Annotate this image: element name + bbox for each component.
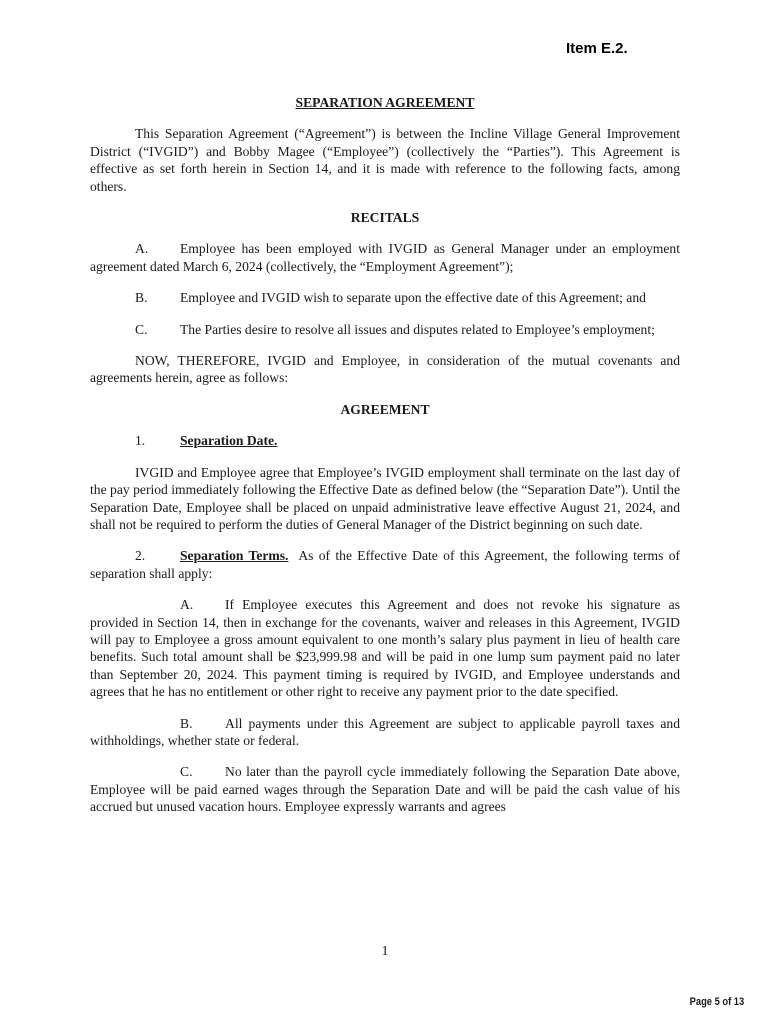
section-title: Separation Date. (180, 433, 278, 449)
section-number: 1. (135, 433, 146, 449)
recital-text: The Parties desire to resolve all issues and disputes related to Employee’s employment; (180, 321, 655, 337)
page-of-footer: Page 5 of 13 (689, 996, 744, 1008)
item-text: No later than the payroll cycle immediately following the Separation Date above, Employee will be paid earned wages through the Separation Date and will be paid the cash value of his accrued but unused vacation hours. Employee expressly warrants and agrees (90, 764, 680, 815)
intro-paragraph: This Separation Agreement (“Agreement”) is between the Incline Village General Improvement District (“IVGID”) and Bobby Magee (“Employee”) (collectively the “Parties”). This Agreement is effective as set forth herein in Section 14, and it is made with reference to the following facts, among others. (90, 126, 680, 194)
section-1-heading (90, 432, 680, 449)
section-2-item-a (90, 596, 680, 700)
section-1-text: IVGID and Employee agree that Employee’s IVGID employment shall terminate on the last day of the pay period immediately following the Effective Date as defined below (the “Separation Date”). Until the Separation Date, Employee shall be placed on unpaid administrative leave effective August 21, 2024, and shall not be required to perform the duties of General Manager of the District beginning on such date. (90, 464, 680, 532)
section-number: 2. (135, 548, 146, 564)
section-2-heading (90, 547, 680, 582)
recital-c (90, 321, 680, 338)
item-text: All payments under this Agreement are subject to applicable payroll taxes and withholdings, whether state or federal. (90, 715, 680, 748)
recital-label: C. (135, 321, 148, 337)
section-2-item-b (90, 715, 680, 750)
item-label-letter: B. (180, 715, 193, 731)
document-body (90, 94, 680, 816)
page-number: 1 (381, 944, 389, 959)
section-2-item-c (90, 763, 680, 815)
recital-b (90, 289, 680, 306)
item-label-letter: C. (180, 764, 193, 780)
item-label: Item E.2. (566, 40, 628, 57)
recital-text: Employee and IVGID wish to separate upon the effective date of this Agreement; and (180, 290, 646, 306)
recital-a (90, 240, 680, 275)
recital-label: A. (135, 241, 149, 257)
recitals-heading: RECITALS (350, 210, 420, 226)
item-text: If Employee executes this Agreement and does not revoke his signature as provided in Section 14, then in exchange for the covenants, waiver and releases in this Agreement, IVGID will pay to Employee a gross amount equivalent to one month’s salary plus payment in lieu of health care benefits. Such total amount shall be $23,999.98 and will be paid in one lump sum payment paid no later than September 20, 2024. This payment timing is required by IVGID, and Employee understands and agrees that he has no entitlement or other right to receive any payment prior to the date specified. (90, 597, 680, 700)
recital-text: Employee has been employed with IVGID as General Manager under an employment agreement dated March 6, 2024 (collectively, the “Employment Agreement”); (90, 241, 680, 274)
section-title: Separation Terms. (180, 548, 289, 564)
section-lead: As of the Effective Date of this Agreement, the following terms of separation shall apply: (90, 548, 681, 581)
agreement-heading: AGREEMENT (340, 401, 430, 417)
item-label-letter: A. (180, 597, 194, 613)
now-therefore-paragraph: NOW, THEREFORE, IVGID and Employee, in consideration of the mutual covenants and agreements herein, agree as follows: (90, 353, 680, 386)
recital-label: B. (135, 290, 148, 306)
document-title: SEPARATION AGREEMENT (295, 95, 475, 110)
